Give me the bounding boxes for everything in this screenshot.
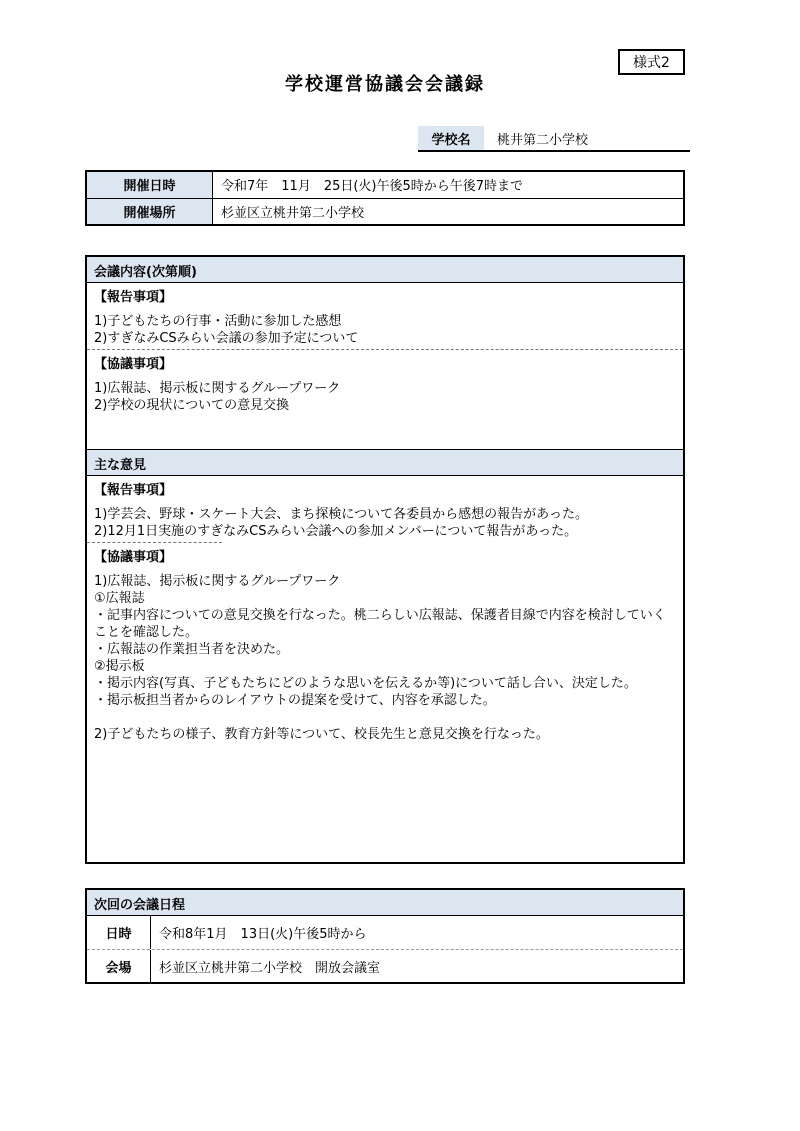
school-name-field xyxy=(418,126,690,152)
meeting-date-label: 開催日時 xyxy=(87,172,213,198)
next-meeting-table xyxy=(85,888,685,984)
agenda-section-header: 会議内容(次第順) xyxy=(87,257,683,283)
opinions-report-items xyxy=(94,506,676,540)
table-row xyxy=(87,949,683,982)
text-line: ②掲示板 xyxy=(94,659,145,674)
text-line: ①広報誌 xyxy=(94,591,145,606)
agenda-discussion-items xyxy=(94,380,676,414)
next-meeting-header: 次回の会議日程 xyxy=(87,890,683,916)
text-line: 1)広報誌、掲示板に関するグループワーク xyxy=(94,574,341,589)
meeting-date-value: 令和7年 11月 25日(火)午後5時から午後7時まで xyxy=(221,179,524,195)
page-title: 学校運営協議会会議録 xyxy=(285,74,485,95)
next-meeting-date-value: 令和8年1月 13日(火)午後5時から xyxy=(159,927,367,942)
text-line: ・広報誌の作業担当者を決めた。 xyxy=(94,642,290,657)
opinions-discussion-heading: 【協議事項】 xyxy=(94,550,173,565)
main-content-table xyxy=(85,255,685,864)
text-line: ・掲示板担当者からのレイアウトの提案を受けて、内容を承認した。 xyxy=(94,693,496,708)
agenda-report-section xyxy=(87,283,683,349)
table-row xyxy=(87,916,683,949)
meeting-place-value: 杉並区立桃井第二小学校 xyxy=(221,205,365,221)
agenda-discussion-heading: 【協議事項】 xyxy=(94,357,173,372)
form-number-label: 様式2 xyxy=(633,55,670,71)
meeting-info-table xyxy=(85,170,685,226)
next-meeting-place-label: 会場 xyxy=(87,950,151,982)
school-name-value: 桃井第二小学校 xyxy=(497,132,589,148)
next-meeting-date-label: 日時 xyxy=(87,916,151,949)
opinions-discussion-items xyxy=(94,573,676,743)
opinions-section-header: 主な意見 xyxy=(87,449,683,476)
opinions-report-heading: 【報告事項】 xyxy=(94,483,173,498)
text-line: 1)学芸会、野球・スケート大会、まち探検について各委員から感想の報告があった。 xyxy=(94,507,588,522)
next-meeting-place-value: 杉並区立桃井第二小学校 開放会議室 xyxy=(159,960,381,976)
text-line: 2)学校の現状についての意見交換 xyxy=(94,398,290,413)
text-line: ・掲示内容(写真、子どもたちにどのような思いを伝えるか等)について話し合い、決定した。 xyxy=(94,676,637,691)
text-line: 2)12月1日実施のすぎなみCSみらい会議への参加メンバーについて報告があった。 xyxy=(94,524,578,539)
text-line: 2)すぎなみCSみらい会議の参加予定について xyxy=(94,331,359,346)
text-line: 2)子どもたちの様子、教育方針等について、校長先生と意見交換を行なった。 xyxy=(94,727,549,742)
opinions-report-section xyxy=(87,476,683,543)
table-row xyxy=(87,198,683,225)
text-line xyxy=(94,709,676,726)
agenda-discussion-section xyxy=(87,349,683,449)
school-name-label: 学校名 xyxy=(418,126,484,150)
text-line: 1)子どもたちの行事・活動に参加した感想 xyxy=(94,314,342,329)
text-line: ・記事内容についての意見交換を行なった。桃二らしい広報誌、保護者目線で内容を検討していくことを確認した。 xyxy=(94,608,666,640)
agenda-report-heading: 【報告事項】 xyxy=(94,290,173,305)
meeting-place-label: 開催場所 xyxy=(87,199,213,225)
text-line: 1)広報誌、掲示板に関するグループワーク xyxy=(94,381,341,396)
agenda-report-items xyxy=(94,313,676,347)
opinions-discussion-section xyxy=(87,543,683,862)
table-row xyxy=(87,172,683,198)
